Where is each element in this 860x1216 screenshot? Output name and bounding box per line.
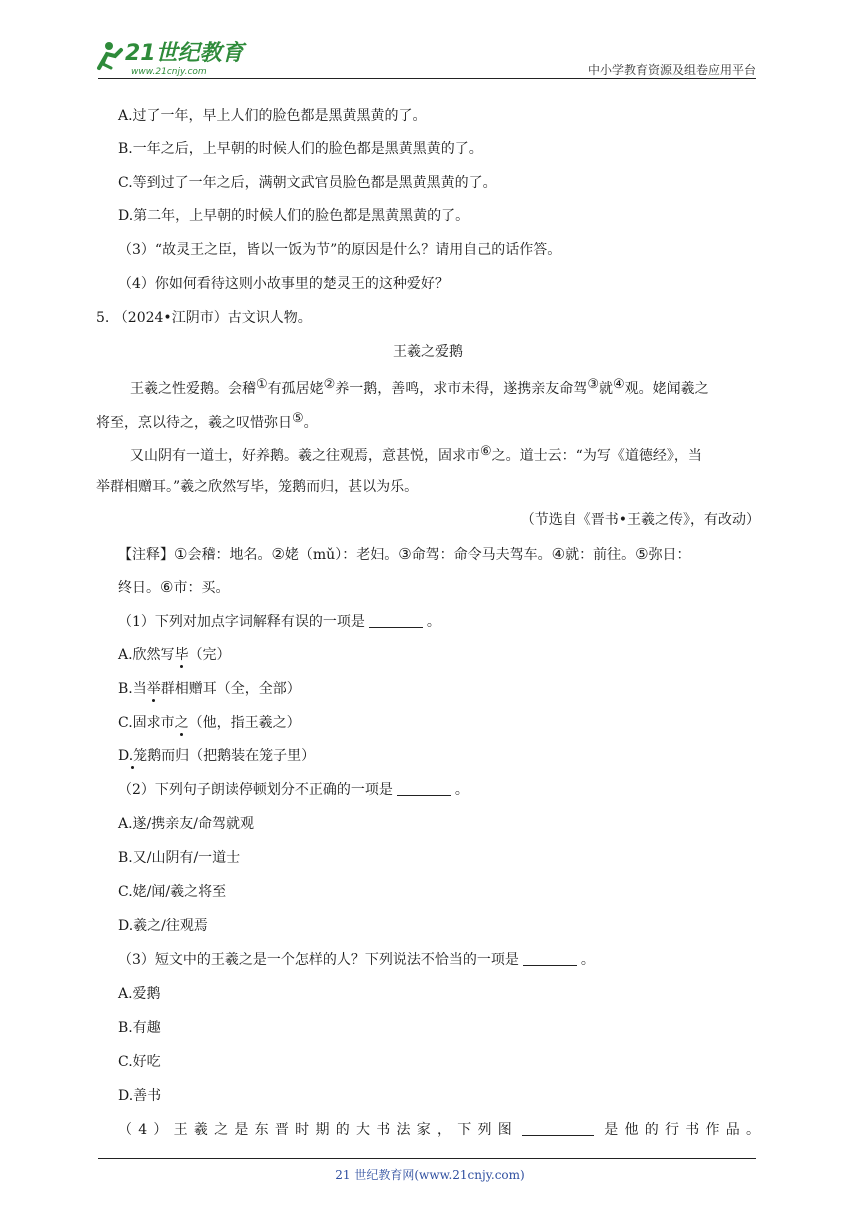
prev-option-d: D.第二年，上早朝的时候人们的脸色都是黑黄黑黄的了。 bbox=[118, 208, 470, 224]
sub-question-4: （4）王羲之是东晋时期的大书法家，下列图 是他的行书作品。 bbox=[118, 1122, 761, 1138]
platform-name: 中小学教育资源及组卷应用平台 bbox=[587, 63, 756, 77]
prev-option-c: C.等到过了一年之后，满朝文武官员脸色都是黑黄黑黄的了。 bbox=[118, 175, 497, 191]
page-header bbox=[0, 0, 860, 80]
passage-paragraph-1-line-1: 王羲之性爱鹅。会稽①有孤居姥②养一鹅，善鸣，求市未得，遂携亲友命驾③就④观。姥闻羲之 bbox=[130, 377, 709, 397]
passage-paragraph-2-line-2: 举群相赠耳。”羲之欣然写毕，笼鹅而归，甚以为乐。 bbox=[96, 479, 419, 495]
sq1-option-a: A.欣然写毕（完） bbox=[118, 647, 231, 663]
answer-blank[interactable] bbox=[397, 781, 451, 796]
sq3-option-b: B.有趣 bbox=[118, 1020, 161, 1036]
sub-question-1: （1）下列对加点字词解释有误的一项是 。 bbox=[118, 614, 441, 630]
question-5-heading: 5. （2024•江阴市）古文识人物。 bbox=[96, 310, 312, 326]
logo-text: 21世纪教育 bbox=[125, 41, 244, 66]
prev-option-b: B.一年之后，上早朝的时候人们的脸色都是黑黄黑黄的了。 bbox=[118, 141, 483, 157]
prev-question-4: （4）你如何看待这则小故事里的楚灵王的这种爱好？ bbox=[118, 276, 449, 292]
sq3-option-d: D.善书 bbox=[118, 1088, 162, 1104]
sq2-option-b: B.又/山阴有/一道士 bbox=[118, 850, 241, 866]
passage-paragraph-2-line-1: 又山阴有一道士，好养鹅。羲之往观焉，意甚悦，固求市⑥之。道士云：“为写《道德经》，当 bbox=[130, 444, 702, 464]
passage-paragraph-1-line-2: 将至，烹以待之，羲之叹惜弥日⑤。 bbox=[96, 411, 318, 431]
answer-blank[interactable] bbox=[522, 1121, 594, 1136]
sq1-option-b: B.当举群相赠耳（全，全部） bbox=[118, 681, 301, 697]
annotation-line-1: 【注释】①会稽：地名。②姥（mǔ）：老妇。③命驾：命令马夫驾车。④就：前往。⑤弥日： bbox=[118, 545, 691, 563]
sq1-option-c: C.固求市之（他，指王羲之） bbox=[118, 715, 301, 731]
sq3-option-c: C.好吃 bbox=[118, 1054, 161, 1070]
footer-text: 21 世纪教育网(www.21cnjy.com) bbox=[335, 1168, 525, 1182]
sq2-option-c: C.姥/闻/羲之将至 bbox=[118, 884, 227, 900]
passage-title: 王羲之爱鹅 bbox=[393, 344, 463, 360]
sq2-option-a: A.遂/携亲友/命驾就观 bbox=[118, 816, 254, 832]
header-divider bbox=[98, 78, 756, 79]
passage-source: （节选自《晋书•王羲之传》，有改动） bbox=[520, 512, 760, 528]
prev-question-3: （3）“故灵王之臣，皆以一饭为节”的原因是什么？请用自己的话作答。 bbox=[118, 242, 562, 258]
prev-option-a: A.过了一年，早上人们的脸色都是黑黄黑黄的了。 bbox=[118, 108, 427, 124]
logo-url: www.21cnjy.com bbox=[131, 67, 207, 77]
sq2-option-d: D.羲之/往观焉 bbox=[118, 918, 208, 934]
answer-blank[interactable] bbox=[369, 613, 423, 628]
site-logo bbox=[95, 34, 265, 78]
footer-divider bbox=[98, 1158, 756, 1159]
sub-question-3: （3）短文中的王羲之是一个怎样的人？下列说法不恰当的一项是 。 bbox=[118, 952, 595, 968]
sq3-option-a: A.爱鹅 bbox=[118, 986, 161, 1002]
sq1-option-d: D.笼鹅而归（把鹅装在笼子里） bbox=[118, 748, 316, 764]
sub-question-2: （2）下列句子朗读停顿划分不正确的一项是 。 bbox=[118, 782, 469, 798]
annotation-line-2: 终日。⑥市：买。 bbox=[118, 578, 230, 596]
answer-blank[interactable] bbox=[523, 951, 577, 966]
